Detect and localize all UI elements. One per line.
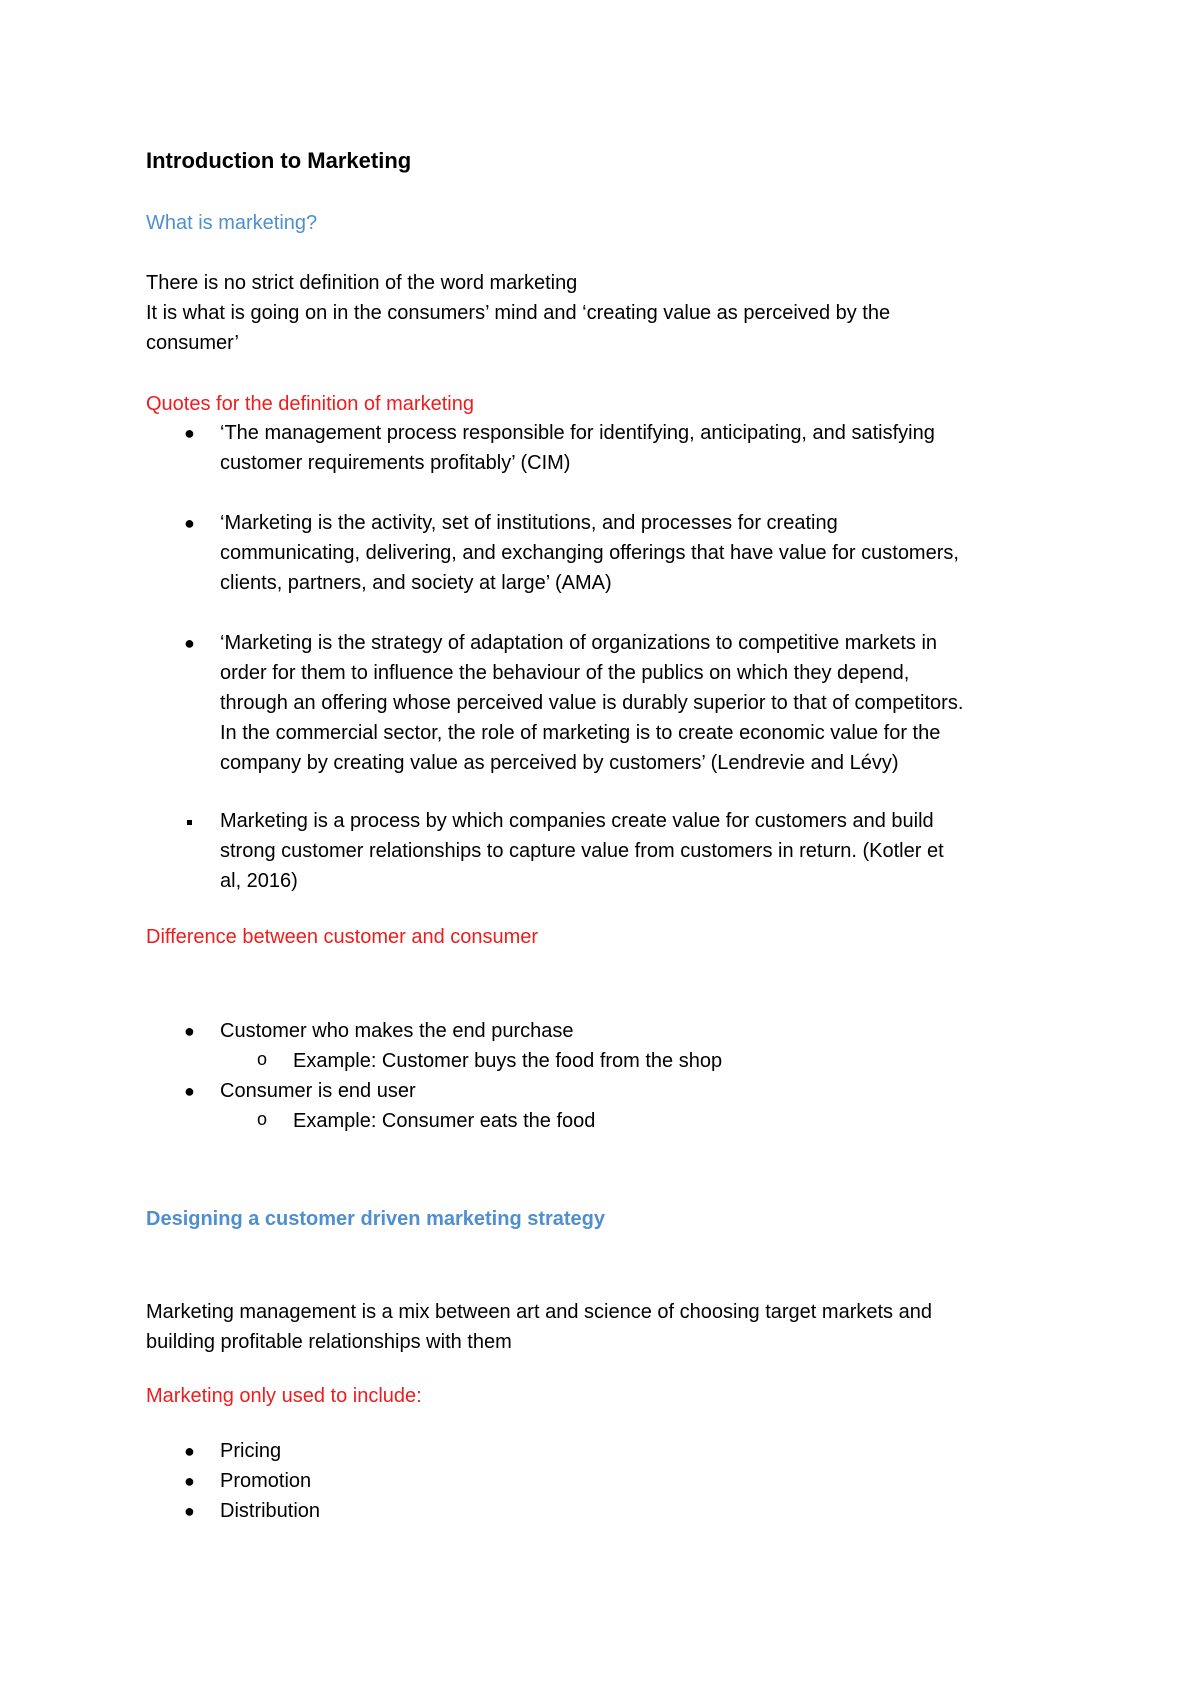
list-item-line: Pricing [220, 1440, 282, 1462]
list-item-line: order for them to influence the behaviour of the publics on which they depend, [220, 662, 910, 684]
bullet-icon: ● [184, 513, 195, 533]
list-item-line: communicating, delivering, and exchanging offerings that have value for customers, [220, 542, 959, 564]
section-heading-difference: Difference between customer and consumer [146, 926, 539, 948]
bullet-icon: ● [184, 633, 195, 653]
circle-bullet-icon: o [257, 1109, 268, 1129]
section-heading-quotes: Quotes for the definition of marketing [146, 393, 474, 415]
list-item-line: strong customer relationships to capture value from customers in return. (Kotler et [220, 840, 944, 862]
section-heading-strategy: Designing a customer driven marketing strategy [146, 1208, 606, 1230]
bullet-icon: ● [184, 423, 195, 443]
list-item-line: company by creating value as perceived by customers’ (Lendrevie and Lévy) [220, 752, 899, 774]
list-item-line: ‘The management process responsible for identifying, anticipating, and satisfying [220, 422, 935, 444]
paragraph-line: It is what is going on in the consumers’ mind and ‘creating value as perceived by the [146, 302, 891, 324]
sub-list-item-line: Example: Consumer eats the food [293, 1110, 596, 1132]
bullet-icon: ● [184, 1441, 195, 1461]
paragraph-line: consumer’ [146, 332, 239, 354]
list-item-line: ‘Marketing is the activity, set of institutions, and processes for creating [220, 512, 838, 534]
section-heading-what-is-marketing: What is marketing? [146, 212, 318, 234]
list-item-line: Distribution [220, 1500, 321, 1522]
list-item-line: Consumer is end user [220, 1080, 416, 1102]
bullet-icon: ● [184, 1081, 195, 1101]
bullet-icon: ● [184, 1021, 195, 1041]
sub-list-item-line: Example: Customer buys the food from the shop [293, 1050, 723, 1072]
list-item-line: Marketing is a process by which companies create value for customers and build [220, 810, 934, 832]
list-item-line: al, 2016) [220, 870, 298, 892]
list-item-line: In the commercial sector, the role of marketing is to create economic value for the [220, 722, 941, 744]
section-heading-used-to-include: Marketing only used to include: [146, 1385, 422, 1407]
paragraph-line: building profitable relationships with them [146, 1331, 512, 1353]
list-item-line: Customer who makes the end purchase [220, 1020, 574, 1042]
list-item-line: ‘Marketing is the strategy of adaptation of organizations to competitive markets in [220, 632, 938, 654]
document-title: Introduction to Marketing [146, 148, 412, 173]
square-bullet-icon [187, 820, 192, 825]
list-item-line: customer requirements profitably’ (CIM) [220, 452, 571, 474]
list-item-line: clients, partners, and society at large’ (AMA) [220, 572, 612, 594]
paragraph-line: Marketing management is a mix between art and science of choosing target markets and [146, 1301, 932, 1323]
list-item-line: through an offering whose perceived value is durably superior to that of competitors. [220, 692, 964, 714]
paragraph-line: There is no strict definition of the word marketing [146, 272, 578, 294]
bullet-icon: ● [184, 1501, 195, 1521]
bullet-icon: ● [184, 1471, 195, 1491]
circle-bullet-icon: o [257, 1049, 268, 1069]
list-item-line: Promotion [220, 1470, 312, 1492]
